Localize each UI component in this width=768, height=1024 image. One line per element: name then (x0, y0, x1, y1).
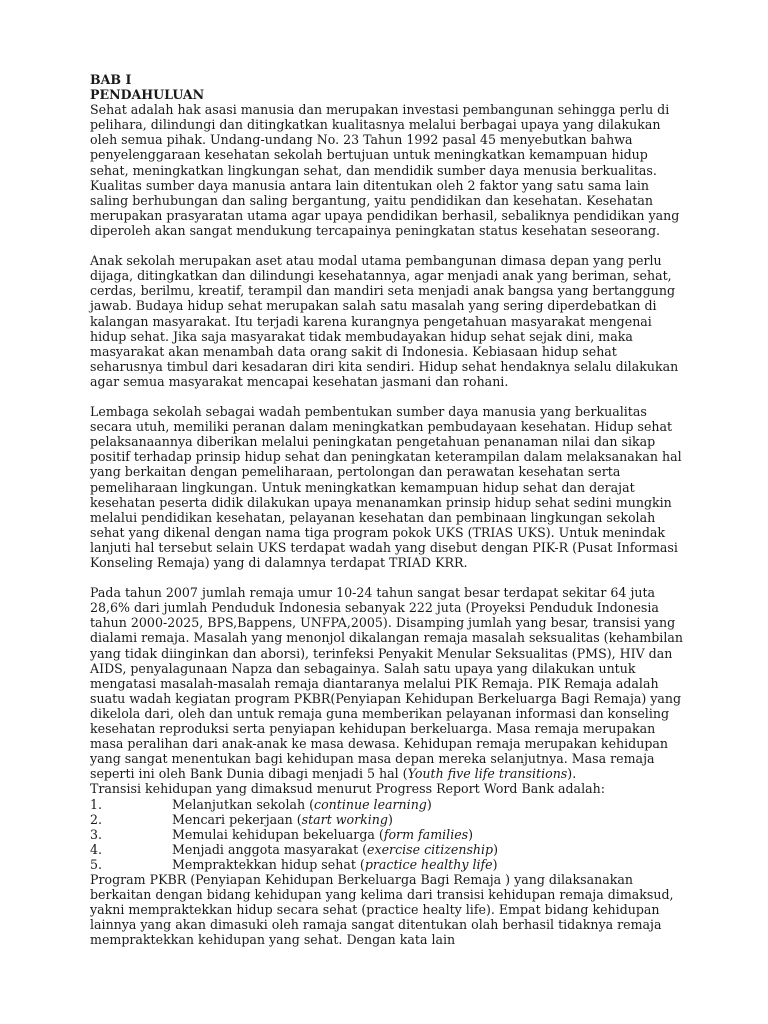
list-number: 3. (90, 826, 103, 842)
list-text: Mencari pekerjaan (start working) (172, 811, 393, 827)
paragraph-2: Anak sekolah merupakan aset atau modal utama pembangunan dimasa depan yang perlu dijaga, ditingkatkan dan dilindungi kesehatannya, agar menjadi anak yang beriman, sehat, cerdas, berilmu, kreatif, terampil dan mandiri seta menjadi anak bangsa yang bertanggung jawab. Budaya hidup sehat merupakan salah satu masalah yang sering diperdebatkan di kalangan masyarakat. Itu terjadi karena kurangnya pengetahuan masyarakat mengenai hidup sehat. Jika saja masyarakat tidak membudayakan hidup sehat sejak dini, maka masyarakat akan menambah data orang sakit di Indonesia. Kebiasaan hidup sehat seharusnya timbul dari kesadaran diri kita sendiri. Hidup sehat hendaknya selalu dilakukan agar semua masyarakat mencapai kesehatan jasmani dan rohani. (90, 253, 679, 389)
list-item (90, 842, 690, 857)
transition-list (90, 797, 690, 872)
paragraph-gap (90, 389, 690, 404)
paragraph-gap (90, 238, 690, 253)
paragraph-4-end: ). (567, 766, 577, 782)
paragraph-4-italic: Youth five life transitions (407, 766, 568, 782)
chapter-title: PENDAHULUAN (90, 87, 205, 103)
paragraph-gap (90, 570, 690, 585)
list-text: Memulai kehidupan bekeluarga (form families) (172, 826, 474, 842)
list-text: Menjadi anggota masyarakat (exercise citizenship) (172, 841, 499, 857)
list-item (90, 827, 690, 842)
list-item (90, 857, 690, 872)
chapter-number: BAB I (90, 72, 132, 87)
closing-paragraph: Program PKBR (Penyiapan Kehidupan Berkeluarga Bagi Remaja ) yang dilaksanakan berkaitan dengan bidang kehidupan yang kelima dari transisi kehidupan remaja dimaksud, yakni mempraktekkan hidup secara sehat (practice healty life). Empat bidang kehidupan lainnya yang akan dimasuki oleh ramaja sangat ditentukan olah berhasil tidaknya remaja mempraktekkan kehidupan yang sehat. Dengan kata lain (90, 871, 674, 948)
list-number: 2. (90, 811, 103, 827)
transition-intro: Transisi kehidupan yang dimaksud menurut Progress Report Word Bank adalah: (90, 781, 605, 797)
list-item (90, 797, 690, 812)
list-number: 5. (90, 856, 103, 872)
paragraph-3: Lembaga sekolah sebagai wadah pembentukan sumber daya manusia yang berkualitas secara utuh, memiliki peranan dalam meningkatkan pembudayaan kesehatan. Hidup sehat pelaksanaannya diberikan melalui peningkatan pengetahuan penanaman nilai dan sikap positif terhadap prinsip hidup sehat dan peningkatan keterampilan dalam melaksanakan hal yang berkaitan dengan pemeliharaan, pertolongan dan perawatan kesehatan serta pemeliharaan lingkungan. Untuk meningkatkan kemampuan hidup sehat dan derajat kesehatan peserta didik dilakukan upaya menanamkan prinsip hidup sehat sedini mungkin melalui pendidikan kesehatan, pelayanan kesehatan dan pembinaan lingkungan sekolah sehat yang dikenal dengan nama tiga program pokok UKS (TRIAS UKS). Untuk menindak lanjuti hal tersebut selain UKS terdapat wadah yang disebut dengan PIK-R (Pusat Informasi Konseling Remaja) yang di dalamnya terdapat TRIAD KRR. (90, 404, 682, 570)
list-number: 4. (90, 841, 103, 857)
paragraph-4 (90, 585, 690, 781)
document-page (90, 72, 690, 947)
list-number: 1. (90, 796, 103, 812)
list-item (90, 812, 690, 827)
list-text: Melanjutkan sekolah (continue learning) (172, 796, 432, 812)
paragraph-1: Sehat adalah hak asasi manusia dan merupakan investasi pembangunan sehingga perlu di pelihara, dilindungi dan ditingkatkan kualitasnya melalui berbagai upaya yang dilakukan oleh semua pihak. Undang-undang No. 23 Tahun 1992 pasal 45 menyebutkan bahwa penyelenggaraan kesehatan sekolah bertujuan untuk meningkatkan kemampuan hidup sehat, meningkatkan lingkungan sehat, dan mendidik sumber daya menusia berkualitas. Kualitas sumber daya manusia antara lain ditentukan oleh 2 faktor yang satu sama lain saling berhubungan dan saling bergantung, yaitu pendidikan dan kesehatan. Kesehatan merupakan prasyaratan utama agar upaya pendidikan berhasil, sebaliknya pendidikan yang diperoleh akan sangat mendukung tercapainya peningkatan status kesehatan seseorang. (90, 102, 680, 238)
paragraph-4-text: Pada tahun 2007 jumlah remaja umur 10-24 tahun sangat besar terdapat sekitar 64 juta 28,6% dari jumlah Penduduk Indonesia sebanyak 222 juta (Proyeksi Penduduk Indonesia tahun 2000-2025, BPS,Bappens, UNFPA,2005). Disamping jumlah yang besar, transisi yang dialami remaja. Masalah yang menonjol dikalangan remaja masalah seksualitas (kehambilan yang tidak diinginkan dan aborsi), terinfeksi Penyakit Menular Seksualitas (PMS), HIV dan AIDS, penyalagunaan Napza dan sebagainya. Salah satu upaya yang dilakukan untuk mengatasi masalah-masalah remaja diantaranya melalui PIK Remaja. PIK Remaja adalah suatu wadah kegiatan program PKBR(Penyiapan Kehidupan Berkeluarga Bagi Remaja) yang dikelola dari, oleh dan untuk remaja guna memberikan pelayanan informasi dan konseling kesehatan reproduksi serta penyiapan kehidupan berkeluarga. Masa remaja merupakan masa peralihan dari anak-anak ke masa dewasa. Kehidupan remaja merupakan kehidupan yang sangat menentukan bagi kehidupan masa depan mereka selanjutnya. Masa remaja seperti ini oleh Bank Dunia dibagi menjadi 5 hal ( (90, 585, 683, 782)
list-text: Mempraktekkan hidup sehat (practice healthy life) (172, 856, 498, 872)
